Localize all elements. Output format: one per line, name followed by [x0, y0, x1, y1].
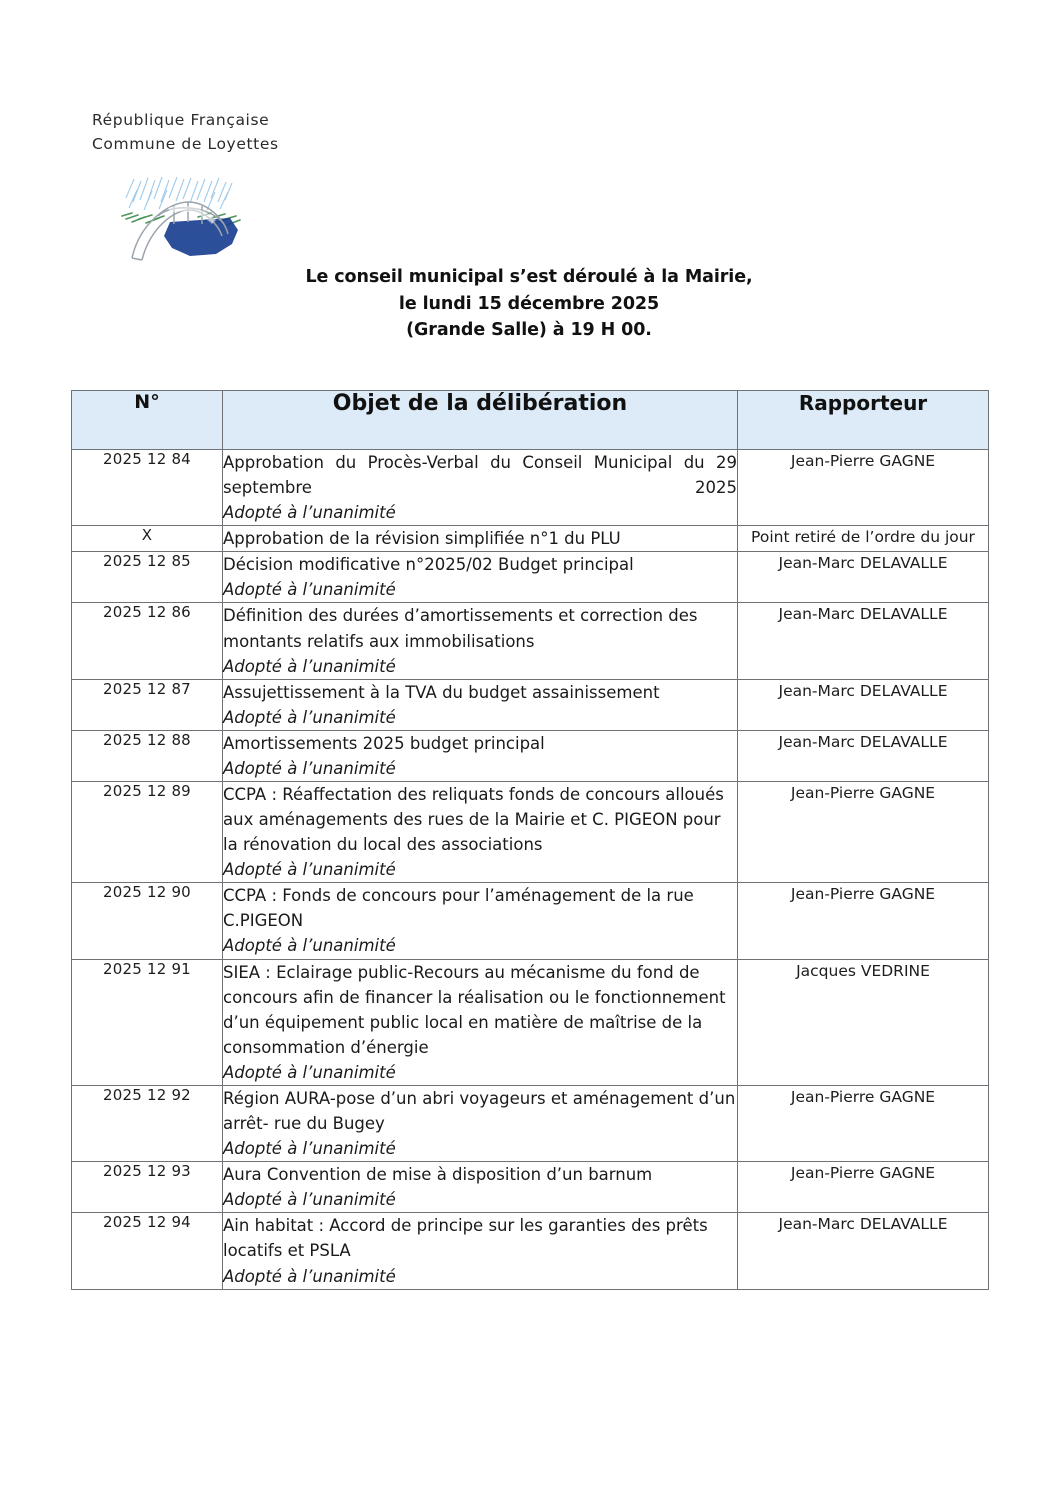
vote-status-text: Adopté à l’unanimité [223, 860, 396, 880]
cell-rapporteur: Jean-Marc DELAVALLE [738, 679, 989, 730]
subject-text: Ain habitat : Accord de principe sur les garanties des prêts locatifs et PSLA [223, 1216, 708, 1261]
cell-deliberation-number: X [72, 526, 223, 552]
meeting-title [0, 264, 1058, 344]
table-row [72, 883, 989, 959]
vote-status-text: Adopté à l’unanimité [223, 707, 396, 727]
table-row [72, 782, 989, 883]
cell-deliberation-number: 2025 12 85 [72, 552, 223, 603]
cell-deliberation-number: 2025 12 84 [72, 450, 223, 526]
table-row [72, 1162, 989, 1213]
cell-deliberation-subject [223, 526, 738, 552]
column-header-objet: Objet de la délibération [223, 391, 738, 450]
table-body [72, 450, 989, 1290]
cell-rapporteur: Jean-Pierre GAGNE [738, 1162, 989, 1213]
cell-deliberation-subject [223, 1162, 738, 1213]
table-row [72, 526, 989, 552]
cell-rapporteur: Jean-Pierre GAGNE [738, 450, 989, 526]
vote-status-text: Adopté à l’unanimité [223, 936, 396, 956]
subject-text: Approbation de la révision simplifiée n°1 du PLU [223, 529, 621, 549]
column-header-num: N° [72, 391, 223, 450]
subject-text: Définition des durées d’amortissements et correction des montants relatifs aux immobilisations [223, 606, 698, 651]
vote-status-text: Adopté à l’unanimité [223, 1190, 396, 1210]
subject-text: CCPA : Réaffectation des reliquats fonds de concours alloués aux aménagements des rues de la Mairie et C. PIGEON pour la rénovation du local des associations [223, 785, 724, 855]
cell-rapporteur: Jean-Marc DELAVALLE [738, 730, 989, 781]
table-row [72, 730, 989, 781]
vote-status-text: Adopté à l’unanimité [223, 1139, 396, 1159]
cell-rapporteur: Jacques VEDRINE [738, 959, 989, 1085]
cell-rapporteur: Jean-Marc DELAVALLE [738, 603, 989, 679]
deliberations-table [71, 390, 989, 1290]
letterhead-country: République Française [92, 111, 270, 129]
letterhead-commune: Commune de Loyettes [92, 135, 279, 154]
cell-deliberation-number: 2025 12 89 [72, 782, 223, 883]
cell-deliberation-subject [223, 1085, 738, 1161]
cell-deliberation-number: 2025 12 86 [72, 603, 223, 679]
vote-status-text: Adopté à l’unanimité [223, 1062, 396, 1082]
cell-deliberation-subject [223, 730, 738, 781]
column-header-rapporteur: Rapporteur [738, 391, 989, 450]
cell-deliberation-subject [223, 782, 738, 883]
title-line-3: (Grande Salle) à 19 H 00. [406, 320, 652, 341]
cell-deliberation-number: 2025 12 94 [72, 1213, 223, 1289]
subject-text: Approbation du Procès-Verbal du Conseil Municipal du 29 septembre 2025 [223, 453, 737, 498]
table-row [72, 603, 989, 679]
vote-status-text: Adopté à l’unanimité [223, 503, 396, 523]
subject-text: Décision modificative n°2025/02 Budget principal [223, 555, 634, 575]
cell-rapporteur: Point retiré de l’ordre du jour [738, 526, 989, 552]
cell-rapporteur: Jean-Pierre GAGNE [738, 782, 989, 883]
vote-status-text: Adopté à l’unanimité [223, 656, 396, 676]
subject-text: Région AURA-pose d’un abri voyageurs et aménagement d’un arrêt- rue du Bugey [223, 1088, 736, 1134]
vote-status-text: Adopté à l’unanimité [223, 1266, 396, 1286]
cell-rapporteur: Jean-Pierre GAGNE [738, 1085, 989, 1161]
cell-deliberation-subject [223, 603, 738, 679]
table-row [72, 959, 989, 1085]
cell-deliberation-number: 2025 12 91 [72, 959, 223, 1085]
subject-text: SIEA : Eclairage public-Recours au mécanisme du fond de concours afin de financer la réalisation ou le fonctionnement d’un équipement public local en matière de maîtrise de la consommation d’énergie [223, 962, 726, 1057]
vote-status-text: Adopté à l’unanimité [223, 580, 396, 600]
table-row [72, 552, 989, 603]
cell-deliberation-number: 2025 12 88 [72, 730, 223, 781]
cell-deliberation-number: 2025 12 92 [72, 1085, 223, 1161]
deliberations-table-container [71, 390, 988, 1290]
title-line-2: le lundi 15 décembre 2025 [398, 293, 660, 314]
cell-deliberation-subject [223, 679, 738, 730]
table-header [72, 391, 989, 450]
subject-text: Assujettissement à la TVA du budget assainissement [223, 682, 660, 702]
cell-rapporteur: Jean-Marc DELAVALLE [738, 1213, 989, 1289]
cell-deliberation-subject [223, 959, 738, 1085]
bridge-logo [112, 172, 256, 264]
cell-deliberation-number: 2025 12 90 [72, 883, 223, 959]
cell-deliberation-number: 2025 12 87 [72, 679, 223, 730]
cell-deliberation-number: 2025 12 93 [72, 1162, 223, 1213]
table-row [72, 1213, 989, 1289]
cell-deliberation-subject [223, 450, 738, 526]
table-header-row [72, 391, 989, 450]
cell-rapporteur: Jean-Pierre GAGNE [738, 883, 989, 959]
table-row [72, 1085, 989, 1161]
cell-deliberation-subject [223, 552, 738, 603]
table-row [72, 450, 989, 526]
subject-text: CCPA : Fonds de concours pour l’aménagement de la rue C.PIGEON [223, 886, 694, 931]
letterhead [92, 108, 512, 156]
cell-rapporteur: Jean-Marc DELAVALLE [738, 552, 989, 603]
title-line-1: Le conseil municipal s’est déroulé à la Mairie, [305, 267, 753, 287]
table-row [72, 679, 989, 730]
cell-deliberation-subject [223, 1213, 738, 1289]
subject-text: Aura Convention de mise à disposition d’un barnum [223, 1165, 653, 1185]
subject-text: Amortissements 2025 budget principal [223, 733, 545, 753]
cell-deliberation-subject [223, 883, 738, 959]
vote-status-text: Adopté à l’unanimité [223, 758, 396, 778]
